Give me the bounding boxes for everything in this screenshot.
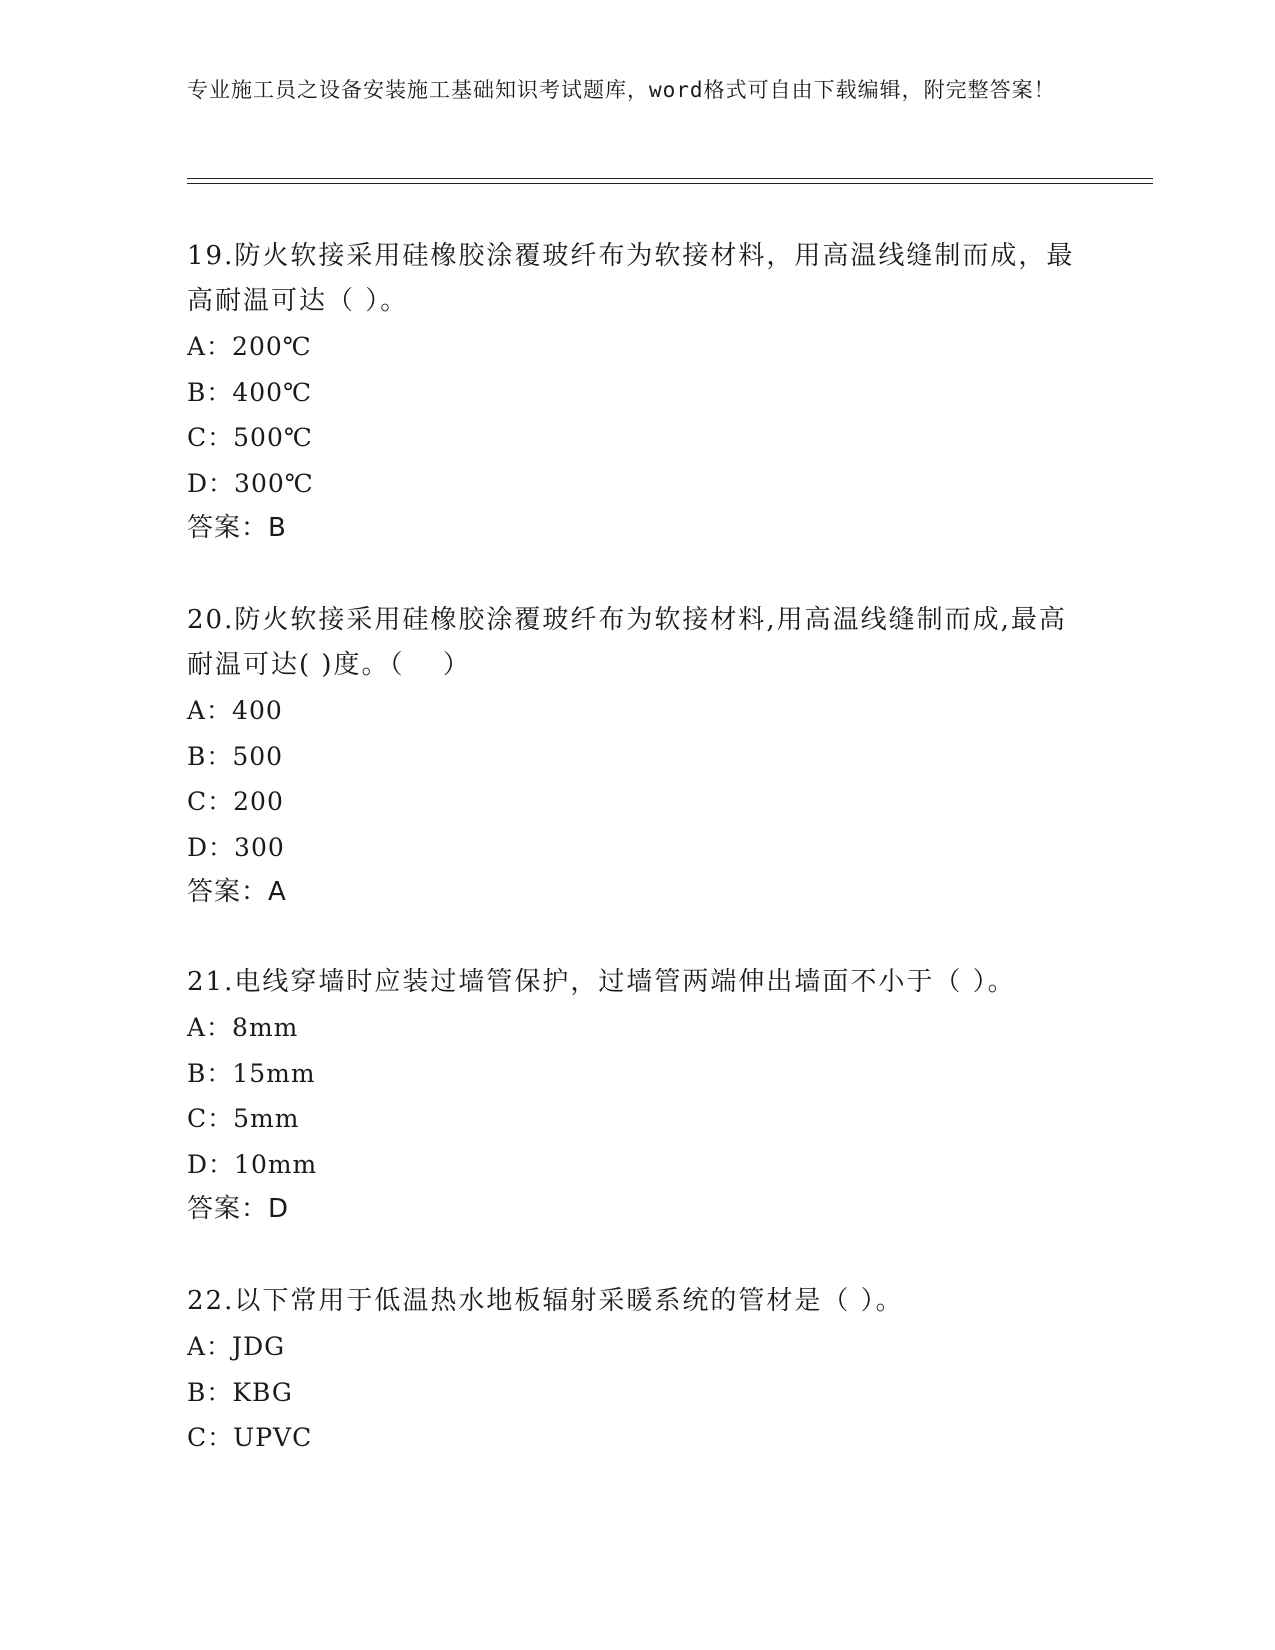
question-stem: 21.电线穿墙时应装过墙管保护，过墙管两端伸出墙面不小于（ ）。 [187, 967, 1016, 997]
option-c: C：UPVC [187, 1423, 313, 1452]
option-b: B：15mm [187, 1058, 316, 1088]
option-c: C：500℃ [187, 423, 313, 452]
option-b: B：500 [187, 741, 284, 771]
document-header: 专业施工员之设备安装施工基础知识考试题库，word格式可自由下载编辑，附完整答案！ [187, 78, 1056, 102]
question-22 [187, 1279, 1087, 1461]
question-19 [187, 234, 1087, 552]
option-c: C：200 [187, 787, 284, 816]
option-d: D：10mm [187, 1149, 318, 1179]
option-b: B：400℃ [187, 377, 313, 407]
question-21 [187, 960, 1087, 1233]
option-a: A：JDG [187, 1332, 286, 1361]
answer-line: 答案：D [187, 1194, 290, 1224]
answer-line: 答案：B [187, 513, 287, 543]
option-c: C：5mm [187, 1104, 300, 1133]
option-a: A：8mm [187, 1013, 299, 1042]
option-d: D：300 [187, 832, 285, 862]
header-divider-bottom [187, 183, 1153, 184]
option-b: B：KBG [187, 1377, 293, 1407]
question-stem: 19.防火软接采用硅橡胶涂覆玻纤布为软接材料，用高温线缝制而成，最高耐温可达（ ）。 [187, 241, 1075, 316]
option-a: A：200℃ [187, 332, 312, 361]
answer-line: 答案：A [187, 877, 287, 907]
header-divider-top [187, 178, 1153, 179]
option-a: A：400 [187, 696, 283, 725]
question-stem: 22.以下常用于低温热水地板辐射采暖系统的管材是（ ）。 [187, 1286, 904, 1316]
question-stem: 20.防火软接采用硅橡胶涂覆玻纤布为软接材料,用高温线缝制而成,最高耐温可达( )度。（ ） [187, 605, 1067, 680]
question-20 [187, 598, 1087, 916]
option-d: D：300℃ [187, 468, 314, 498]
